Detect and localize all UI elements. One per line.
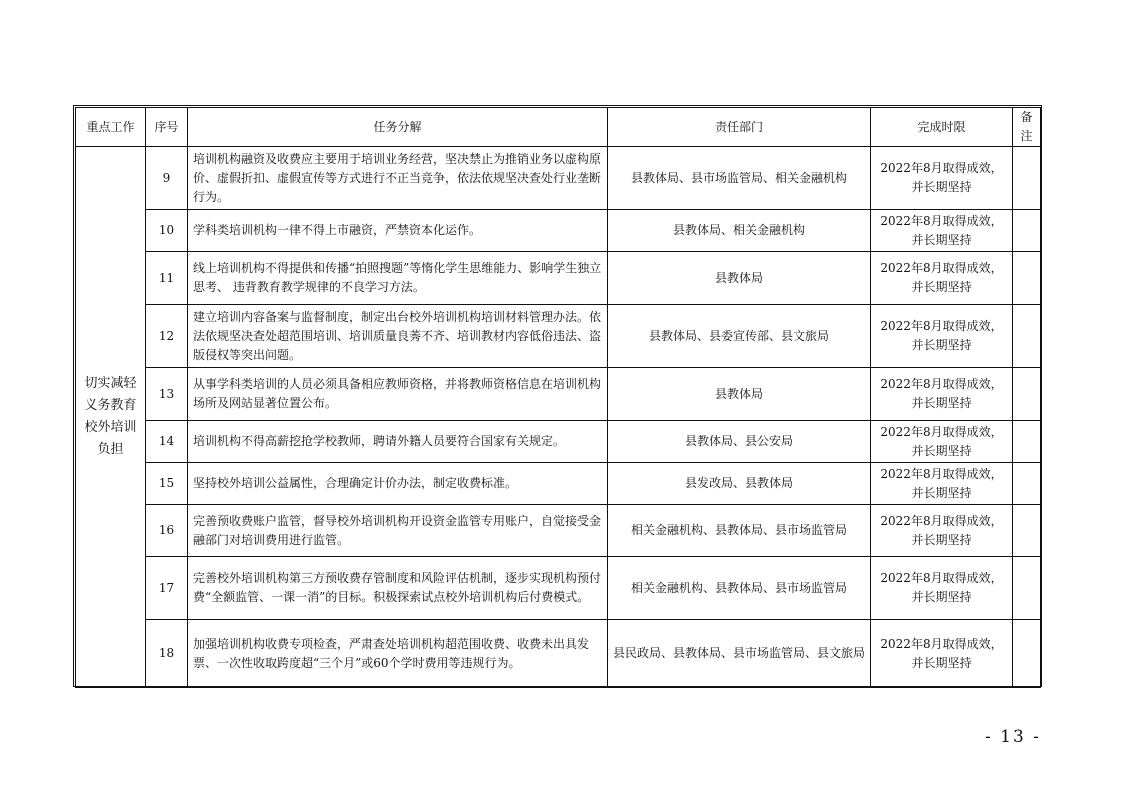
task-cell: 加强培训机构收费专项检查，严肃查处培训机构超范围收费、收费未出具发票、一次性收取跨度超“三个月”或60个学时费用等违规行为。 [188,620,608,688]
task-table [75,107,1041,688]
table-row [76,210,1041,252]
deadline-cell: 2022年8月取得成效，并长期坚持 [871,463,1013,505]
row-number-cell: 17 [146,557,188,620]
remark-cell [1013,147,1041,210]
task-cell: 从事学科类培训的人员必须具备相应教师资格，并将教师资格信息在培训机构场所及网站显著位置公布。 [188,368,608,421]
remark-cell [1013,421,1041,463]
row-number-cell: 18 [146,620,188,688]
deadline-cell: 2022年8月取得成效，并长期坚持 [871,421,1013,463]
task-cell: 完善校外培训机构第三方预收费存管制度和风险评估机制，逐步实现机构预付费“全额监管、一课一消”的目标。积极探索试点校外培训机构后付费模式。 [188,557,608,620]
deadline-cell: 2022年8月取得成效，并长期坚持 [871,252,1013,305]
header-focus-area: 重点工作 [76,108,146,147]
header-task: 任务分解 [188,108,608,147]
remark-cell [1013,252,1041,305]
table-row [76,147,1041,210]
dept-cell: 相关金融机构、县教体局、县市场监管局 [608,505,871,557]
task-cell: 培训机构融资及收费应主要用于培训业务经营，坚决禁止为推销业务以虚构原价、虚假折扣、虚假宣传等方式进行不正当竞争，依法依规坚决查处行业垄断行为。 [188,147,608,210]
task-cell: 学科类培训机构一律不得上市融资，严禁资本化运作。 [188,210,608,252]
table-row [76,463,1041,505]
task-cell: 线上培训机构不得提供和传播“拍照搜题”等惰化学生思维能力、影响学生独立思考、 违背教育教学规律的不良学习方法。 [188,252,608,305]
remark-cell [1013,305,1041,368]
dept-cell: 县教体局、县市场监管局、相关金融机构 [608,147,871,210]
page-number: - 13 - [985,727,1041,747]
deadline-cell: 2022年8月取得成效，并长期坚持 [871,557,1013,620]
row-number-cell: 10 [146,210,188,252]
dept-cell: 县教体局、相关金融机构 [608,210,871,252]
deadline-cell: 2022年8月取得成效，并长期坚持 [871,620,1013,688]
remark-cell [1013,463,1041,505]
deadline-cell: 2022年8月取得成效，并长期坚持 [871,505,1013,557]
dept-cell: 县教体局 [608,252,871,305]
dept-cell: 县发改局、县教体局 [608,463,871,505]
task-cell: 建立培训内容备案与监督制度，制定出台校外培训机构培训材料管理办法。依法依规坚决查处超范围培训、培训质量良莠不齐、培训教材内容低俗违法、盗版侵权等突出问题。 [188,305,608,368]
dept-cell: 县教体局 [608,368,871,421]
table-header [76,108,1041,147]
table-row [76,305,1041,368]
remark-cell [1013,505,1041,557]
task-cell: 培训机构不得高薪挖抢学校教师，聘请外籍人员要符合国家有关规定。 [188,421,608,463]
row-number-cell: 15 [146,463,188,505]
row-number-cell: 14 [146,421,188,463]
remark-cell [1013,368,1041,421]
remark-cell [1013,557,1041,620]
header-number: 序号 [146,108,188,147]
task-cell: 完善预收费账户监管，督导校外培训机构开设资金监管专用账户，自觉接受金融部门对培训费用进行监管。 [188,505,608,557]
table-row [76,505,1041,557]
deadline-cell: 2022年8月取得成效，并长期坚持 [871,368,1013,421]
row-number-cell: 16 [146,505,188,557]
remark-cell [1013,210,1041,252]
table-row [76,421,1041,463]
row-number-cell: 11 [146,252,188,305]
table-row [76,368,1041,421]
dept-cell: 县教体局、县公安局 [608,421,871,463]
remark-cell [1013,620,1041,688]
header-dept: 责任部门 [608,108,871,147]
header-remark: 备注 [1013,108,1041,147]
table-row [76,557,1041,620]
dept-cell: 相关金融机构、县教体局、县市场监管局 [608,557,871,620]
table-row [76,252,1041,305]
dept-cell: 县民政局、县教体局、县市场监管局、县文旅局 [608,620,871,688]
row-number-cell: 13 [146,368,188,421]
table-row [76,620,1041,688]
table-body [76,147,1041,688]
task-cell: 坚持校外培训公益属性，合理确定计价办法，制定收费标准。 [188,463,608,505]
dept-cell: 县教体局、县委宣传部、县文旅局 [608,305,871,368]
deadline-cell: 2022年8月取得成效，并长期坚持 [871,210,1013,252]
row-number-cell: 9 [146,147,188,210]
deadline-cell: 2022年8月取得成效，并长期坚持 [871,305,1013,368]
header-row [76,108,1041,147]
row-number-cell: 12 [146,305,188,368]
deadline-cell: 2022年8月取得成效，并长期坚持 [871,147,1013,210]
header-deadline: 完成时限 [871,108,1013,147]
focus-area-cell: 切实减轻义务教育校外培训负担 [76,147,146,688]
